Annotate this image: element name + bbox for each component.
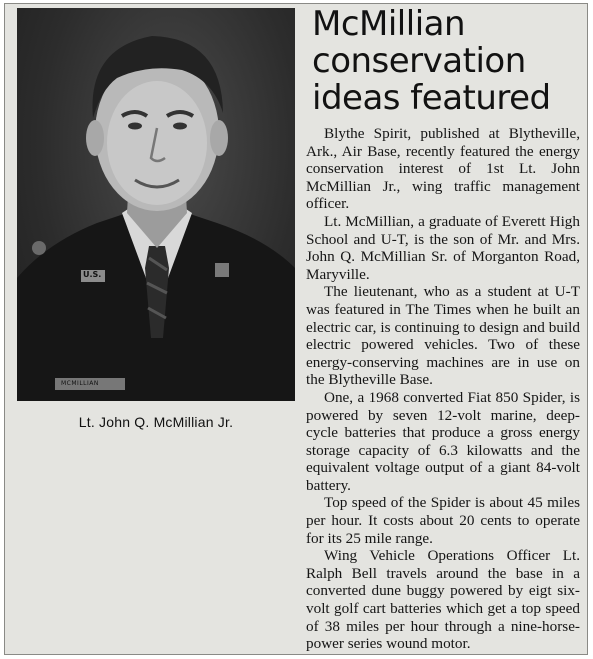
headline-line-3: ideas featured	[312, 78, 551, 118]
photo-caption: Lt. John Q. McMillian Jr.	[78, 414, 234, 430]
article-paragraph-1: Blythe Spirit, published at Blytheville, Ark., Air Base, recently featured the energy conservation interest of 1st Lt. John McMillian Jr., wing traffic management officer.	[306, 125, 580, 213]
insignia-text: U.S.	[83, 270, 102, 279]
article-paragraph-4: One, a 1968 converted Fiat 850 Spider, is powered by seven 12-volt marine, deep-cycle batteries that produce a gross energy storage capacity of 6.3 kilowatts and the equivalent voltage output of a giant 84-volt battery.	[306, 388, 580, 494]
article-paragraph-3: The lieutenant, who as a student at U-T was featured in The Times when he built an electric car, is continuing to design and build electric powered vehicles. Two of these energy-conserving machines are in use on the Blytheville Base.	[306, 283, 580, 389]
portrait-photo	[17, 8, 295, 401]
nameplate-text: MCMILLIAN	[61, 380, 99, 387]
portrait-illustration	[17, 8, 295, 401]
article-paragraph-2: Lt. McMillian, a graduate of Everett High School and U-T, is the son of Mr. and Mrs. John Q. McMillian Sr. of Morganton Road, Maryville.	[306, 212, 580, 283]
article-paragraph-6: Wing Vehicle Operations Officer Lt. Ralph Bell travels around the base in a converted dune buggy powered by eigt six-volt golf cart batteries which get a top speed of 38 miles per hour through a nine-horse-power series wound motor.	[306, 547, 580, 653]
lower-bleed-through	[196, 402, 296, 442]
headline-line-2: conservation	[312, 41, 526, 81]
article-paragraph-5: Top speed of the Spider is about 45 miles per hour. It costs about 20 cents to operate for its 25 mile range.	[306, 494, 580, 547]
article-body	[306, 125, 580, 653]
headline-line-1: McMillian	[312, 4, 466, 44]
headline	[312, 4, 551, 118]
